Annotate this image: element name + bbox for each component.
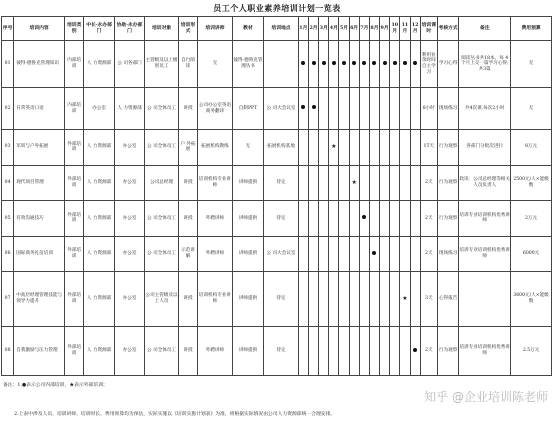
cell-month-11 — [400, 201, 410, 237]
page-title: 员工个人职业素养培训计划一览表 — [213, 3, 341, 13]
cell-material: 讲师提供 — [232, 165, 264, 201]
column-header: 培训内容 — [14, 17, 65, 41]
table-row — [2, 165, 552, 201]
cell-month-1 — [298, 41, 308, 88]
cell-month-2 — [308, 129, 318, 165]
column-header: 费用预算 — [511, 17, 552, 41]
cell-form: 户 外拓展 — [178, 129, 197, 165]
cell-lead: 人 力资源部 — [84, 165, 114, 201]
cell-hours: 1T天 — [420, 129, 437, 165]
cell-month-5 — [339, 129, 349, 165]
cell-form: 讲授 — [178, 272, 197, 326]
training-plan-table — [1, 16, 552, 376]
internal-training-dot-icon — [393, 61, 397, 65]
cell-material: 无 — [232, 129, 264, 165]
cell-month-4 — [329, 41, 339, 88]
cell-content: 彼得·德鲁克管理知识 — [14, 41, 65, 88]
cell-month-5 — [339, 236, 349, 272]
cell-lead: 人 力资源部 — [84, 326, 114, 375]
cell-no: 02 — [2, 88, 14, 130]
cell-month-1 — [298, 129, 308, 165]
column-header: 培训地点 — [264, 17, 299, 41]
cell-material: 讲师提供 — [232, 326, 264, 375]
column-header: 8月 — [369, 17, 379, 41]
cell-target: 公司主管级及以上人员 — [145, 272, 179, 326]
cell-month-9 — [380, 129, 390, 165]
cell-month-4 — [329, 88, 339, 130]
cell-month-7 — [359, 326, 369, 375]
cell-no: 03 — [2, 129, 14, 165]
cell-cost: 2.5万元 — [511, 326, 552, 375]
table-header-row — [2, 17, 552, 41]
cell-month-8 — [369, 236, 379, 272]
cell-assist: 公 司各部门 — [114, 41, 144, 88]
cell-form: 讲授 — [178, 165, 197, 201]
cell-content: 中高层经理管理技能与领导力提升 — [14, 272, 65, 326]
cell-lecturer: 外聘讲师 — [198, 236, 233, 272]
cell-target: 公 司全体员工 — [145, 236, 179, 272]
cell-month-6 — [349, 41, 359, 88]
cell-place — [264, 41, 299, 88]
cell-target: 公司总经理 — [145, 165, 179, 201]
cell-month-7 — [359, 41, 369, 88]
footnote-legend: 备注：1.●表示公司内部培训，★表示外部培训； — [3, 383, 108, 388]
cell-no: 07 — [2, 272, 14, 326]
cell-target: 公 司全体员工 — [145, 129, 179, 165]
cell-hours: 2天 — [420, 326, 437, 375]
cell-month-1 — [298, 326, 308, 375]
cell-exam: 行为观察 — [437, 326, 458, 375]
cell-month-4 — [329, 272, 339, 326]
cell-month-8 — [369, 326, 379, 375]
internal-training-dot-icon — [342, 61, 346, 65]
cell-month-12 — [410, 129, 420, 165]
internal-training-dot-icon — [301, 105, 305, 109]
column-header: 教材 — [232, 17, 264, 41]
cell-month-11 — [400, 236, 410, 272]
internal-training-dot-icon — [362, 61, 366, 65]
cell-category: 外部培训 — [65, 272, 84, 326]
column-header: 培训对象 — [145, 17, 179, 41]
cell-month-1 — [298, 165, 308, 201]
cell-no: 05 — [2, 201, 14, 237]
column-header: 11月 — [400, 17, 410, 41]
cell-month-5 — [339, 41, 349, 88]
cell-month-2 — [308, 165, 318, 201]
cell-month-11 — [400, 326, 410, 375]
cell-cost: 无 — [511, 41, 552, 88]
cell-cost: 3600元/人×能级数 — [511, 272, 552, 326]
column-header: 4月 — [329, 17, 339, 41]
cell-assist: 人 力资源部 — [114, 88, 144, 130]
column-header: 7月 — [359, 17, 369, 41]
internal-training-dot-icon — [312, 105, 316, 109]
cell-month-11 — [400, 88, 410, 130]
cell-assist: 办公室 — [114, 165, 144, 201]
cell-month-11 — [400, 165, 410, 201]
column-header: 2月 — [308, 17, 318, 41]
cell-target: 公 司全体员工 — [145, 326, 179, 375]
table-row — [2, 88, 552, 130]
cell-form: 讲授 — [178, 326, 197, 375]
cell-month-12 — [410, 41, 420, 88]
cell-assist: 办公室 — [114, 129, 144, 165]
cell-assist: 办公室 — [114, 272, 144, 326]
cell-month-8 — [369, 129, 379, 165]
cell-month-5 — [339, 88, 349, 130]
cell-lecturer: 外聘讲师 — [198, 201, 233, 237]
cell-cost: 8万元 — [511, 129, 552, 165]
cell-month-10 — [390, 129, 400, 165]
internal-training-dot-icon — [301, 61, 305, 65]
cell-month-5 — [339, 326, 349, 375]
cell-hours: 2天 — [420, 236, 437, 272]
cell-month-4 — [329, 129, 339, 165]
cell-hours: 3天 — [420, 272, 437, 326]
cell-content: 现代项目管理 — [14, 165, 65, 201]
cell-hours: 利用业余时间自主学习 — [420, 41, 437, 88]
cell-month-1 — [298, 201, 308, 237]
cell-lead: 人 力资源部 — [84, 129, 114, 165]
cell-exam: 现场练习 — [437, 88, 458, 130]
internal-training-dot-icon — [362, 215, 366, 219]
table-body — [2, 41, 552, 376]
column-header: 培训课时 — [420, 17, 437, 41]
cell-month-6 — [349, 326, 359, 375]
cell-month-10 — [390, 41, 400, 88]
cell-month-2 — [308, 236, 318, 272]
cell-month-11 — [400, 272, 410, 326]
cell-remark — [459, 272, 511, 326]
cell-form: 自行阅读 — [178, 41, 197, 88]
cell-place: 待定 — [264, 201, 299, 237]
cell-place: 待定 — [264, 272, 299, 326]
cell-month-12 — [410, 236, 420, 272]
cell-remark: 培训专业培训机构优秀讲师 — [459, 201, 511, 237]
cell-cost: 无 — [511, 88, 552, 130]
internal-training-dot-icon — [332, 61, 336, 65]
column-header: 序号 — [2, 17, 14, 41]
cell-month-10 — [390, 201, 400, 237]
cell-place: 公 司大会议室 — [264, 88, 299, 130]
cell-no: 04 — [2, 165, 14, 201]
cell-month-5 — [339, 165, 349, 201]
cell-lecturer: 公司办公室英语商务翻译 — [198, 88, 233, 130]
cell-month-10 — [390, 88, 400, 130]
cell-form: 示范讲解 — [178, 236, 197, 272]
column-header: 10月 — [390, 17, 400, 41]
cell-assist: 办公室 — [114, 326, 144, 375]
cell-month-9 — [380, 326, 390, 375]
table-row — [2, 272, 552, 326]
cell-month-7 — [359, 165, 369, 201]
cell-material: 彼得·德鲁克管理丛书 — [232, 41, 264, 88]
cell-remark: 各部门分批次进行 — [459, 129, 511, 165]
cell-material: 讲师提供 — [232, 236, 264, 272]
cell-lecturer: 无 — [198, 41, 233, 88]
column-header: 6月 — [349, 17, 359, 41]
cell-month-12 — [410, 326, 420, 375]
cell-month-4 — [329, 201, 339, 237]
internal-training-dot-icon — [372, 61, 376, 65]
cell-month-7 — [359, 129, 369, 165]
cell-no: 01 — [2, 41, 14, 88]
cell-month-8 — [369, 165, 379, 201]
column-header: 培训类别 — [65, 17, 84, 41]
cell-cost: 2万元 — [511, 201, 552, 237]
cell-remark: 共4次课,每次2小时 — [459, 88, 511, 130]
cell-remark: 阅读丛书共18本，每 4个月上交一篇学习心得,共3篇 — [459, 41, 511, 88]
cell-month-10 — [390, 326, 400, 375]
internal-training-dot-icon — [372, 251, 376, 255]
cell-remark: 培训专业培训机构优秀讲师 — [459, 236, 511, 272]
column-header: 12月 — [410, 17, 420, 41]
table-row — [2, 326, 552, 375]
internal-training-dot-icon — [312, 61, 316, 65]
cell-lead: 人 力资源部 — [84, 236, 114, 272]
cell-hours: 8小时 — [420, 88, 437, 130]
cell-month-6 — [349, 272, 359, 326]
cell-cost: 6000元 — [511, 236, 552, 272]
external-training-star-icon: ★ — [402, 294, 408, 302]
cell-place: 待定 — [264, 326, 299, 375]
cell-month-2 — [308, 201, 318, 237]
cell-lecturer: 培训机构专业讲师 — [198, 272, 233, 326]
cell-month-12 — [410, 201, 420, 237]
cell-month-12 — [410, 272, 420, 326]
cell-month-10 — [390, 272, 400, 326]
cell-lead: 人 力资源部 — [84, 201, 114, 237]
column-header: 5月 — [339, 17, 349, 41]
external-training-star-icon: ★ — [351, 178, 357, 186]
cell-target: 公 司全体员工 — [145, 201, 179, 237]
cell-month-8 — [369, 88, 379, 130]
internal-training-dot-icon — [352, 61, 356, 65]
cell-no: 06 — [2, 236, 14, 272]
cell-remark: 培训专业培训机构优秀讲师 — [459, 326, 511, 375]
cell-month-11 — [400, 129, 410, 165]
cell-month-3 — [319, 88, 329, 130]
cell-month-3 — [319, 129, 329, 165]
column-header: 培训形式 — [178, 17, 197, 41]
cell-exam: 行为观察 — [437, 129, 458, 165]
external-training-star-icon: ★ — [331, 142, 337, 150]
cell-exam: 行为观察 — [437, 201, 458, 237]
cell-target: 公 司全体员工 — [145, 88, 179, 130]
cell-month-6 — [349, 165, 359, 201]
column-header: 协助·永办部门 — [114, 17, 144, 41]
cell-target: 主管级及以上级别员工 — [145, 41, 179, 88]
table-row — [2, 129, 552, 165]
cell-lecturer: 拓展机构教练 — [198, 129, 233, 165]
cell-category: 外部培训 — [65, 236, 84, 272]
column-header: 考核方式 — [437, 17, 458, 41]
cell-month-7 — [359, 272, 369, 326]
internal-training-dot-icon — [383, 61, 387, 65]
cell-material: 自制PPT — [232, 88, 264, 130]
cell-material: 讲师提供 — [232, 201, 264, 237]
cell-form: 讲授 — [178, 201, 197, 237]
cell-lead: 人 力资源部 — [84, 41, 114, 88]
cell-month-3 — [319, 165, 329, 201]
cell-month-7 — [359, 88, 369, 130]
table-row — [2, 41, 552, 88]
cell-month-11 — [400, 41, 410, 88]
cell-month-4 — [329, 165, 339, 201]
cell-month-3 — [319, 272, 329, 326]
cell-lead: 办公室 — [84, 88, 114, 130]
internal-training-dot-icon — [403, 61, 407, 65]
column-header: 中长·永办部门 — [84, 17, 114, 41]
cell-lecturer: 培训机构专业讲师 — [198, 165, 233, 201]
cell-month-10 — [390, 165, 400, 201]
cell-exam: 学习心得 — [437, 41, 458, 88]
cell-month-8 — [369, 41, 379, 88]
cell-month-6 — [349, 201, 359, 237]
cell-category: 外部培训 — [65, 326, 84, 375]
internal-training-dot-icon — [413, 348, 417, 352]
cell-month-7 — [359, 201, 369, 237]
cell-content: 日常英语口语 — [14, 88, 65, 130]
cell-month-9 — [380, 201, 390, 237]
cell-material: 讲师提供 — [232, 272, 264, 326]
cell-form: 讲授 — [178, 88, 197, 130]
column-header: 培训讲师 — [198, 17, 233, 41]
cell-assist: 办公室 — [114, 201, 144, 237]
cell-cost: 2500元/人×能级数 — [511, 165, 552, 201]
cell-month-9 — [380, 41, 390, 88]
cell-month-1 — [298, 236, 308, 272]
cell-lead: 人 力资源部 — [84, 272, 114, 326]
cell-month-2 — [308, 272, 318, 326]
cell-assist: 办公室 — [114, 236, 144, 272]
cell-month-9 — [380, 236, 390, 272]
cell-month-8 — [369, 272, 379, 326]
cell-month-3 — [319, 326, 329, 375]
cell-month-4 — [329, 236, 339, 272]
cell-category: 内部培训 — [65, 41, 84, 88]
cell-month-9 — [380, 88, 390, 130]
column-header: 1月 — [298, 17, 308, 41]
cell-month-9 — [380, 272, 390, 326]
cell-hours: 2天 — [420, 165, 437, 201]
cell-month-5 — [339, 272, 349, 326]
cell-month-12 — [410, 88, 420, 130]
column-header: 备注 — [459, 17, 511, 41]
cell-month-9 — [380, 165, 390, 201]
cell-remark: 软讯：公司总经理等相关人员负责人 — [459, 165, 511, 201]
cell-exam: 现场练习 — [437, 236, 458, 272]
cell-month-1 — [298, 88, 308, 130]
cell-category: 外部培训 — [65, 201, 84, 237]
cell-lecturer: 外聘讲师 — [198, 326, 233, 375]
cell-hours: 2天 — [420, 201, 437, 237]
cell-month-5 — [339, 201, 349, 237]
cell-month-1 — [298, 272, 308, 326]
cell-month-6 — [349, 129, 359, 165]
cell-content: 军训与户外拓展 — [14, 129, 65, 165]
cell-no: 08 — [2, 326, 14, 375]
table-row — [2, 201, 552, 237]
cell-month-4 — [329, 326, 339, 375]
watermark: 知乎 @企业培训陈老师 — [424, 390, 548, 404]
cell-exam: 心得报告 — [437, 272, 458, 326]
cell-content: 国际商务礼仪培训 — [14, 236, 65, 272]
cell-place: 待定 — [264, 165, 299, 201]
cell-content: 自我激励与压力管理 — [14, 326, 65, 375]
cell-month-3 — [319, 236, 329, 272]
internal-training-dot-icon — [322, 61, 326, 65]
cell-content: 有效沟通技巧 — [14, 201, 65, 237]
cell-month-2 — [308, 41, 318, 88]
cell-place: 拓展机构基地 — [264, 129, 299, 165]
internal-training-dot-icon — [413, 61, 417, 65]
footnote-budget: 2.上表中涉及人员、培训讲师、培训时长、费用预算均为预估，实际实施以《培训实施计划表》为准，将根据实际情况由公司人力资源部统一合理安排。 — [14, 412, 336, 417]
cell-month-3 — [319, 41, 329, 88]
cell-month-7 — [359, 236, 369, 272]
cell-exam: 行为观察 — [437, 165, 458, 201]
cell-category: 内部培训 — [65, 88, 84, 130]
cell-month-2 — [308, 88, 318, 130]
column-header: 3月 — [319, 17, 329, 41]
column-header: 9月 — [380, 17, 390, 41]
cell-month-2 — [308, 326, 318, 375]
cell-category: 外部培训 — [65, 129, 84, 165]
cell-month-12 — [410, 165, 420, 201]
cell-month-8 — [369, 201, 379, 237]
table-row — [2, 236, 552, 272]
cell-category: 外部培训 — [65, 165, 84, 201]
cell-month-6 — [349, 88, 359, 130]
cell-month-3 — [319, 201, 329, 237]
cell-month-10 — [390, 236, 400, 272]
cell-month-6 — [349, 236, 359, 272]
cell-place: 公 司大会议室 — [264, 236, 299, 272]
